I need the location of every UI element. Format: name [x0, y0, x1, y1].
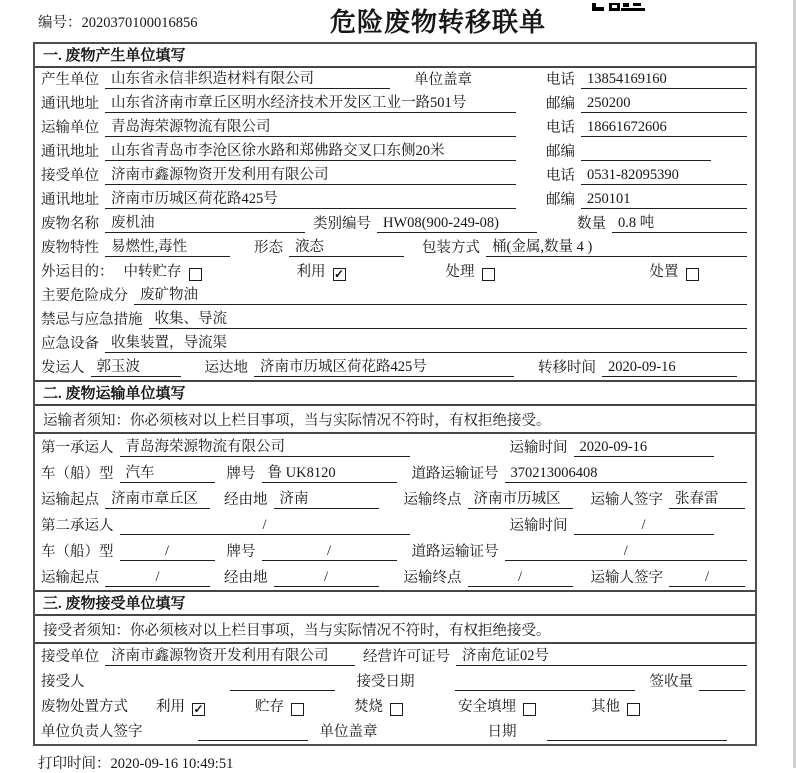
form-label: 形态 [254, 240, 283, 256]
section-transport-title: 二. 废物运输单位填写 [35, 382, 755, 406]
destination-label: 运达地 [204, 360, 248, 376]
hazard-label: 主要危险成分 [41, 288, 128, 304]
permit-label: 经营许可证号 [363, 649, 450, 665]
packing-value: 桶(金属,数量 4 ) [486, 236, 747, 257]
terminal-label: 运输终点 [403, 492, 462, 508]
row-transporter-unit [35, 116, 755, 140]
transport-time-label: 运输时间 [509, 518, 568, 534]
producer-label: 产生单位 [41, 72, 99, 88]
disposal-option-utilize: 利用 [156, 699, 185, 715]
purpose-option-dispose: 处置 [649, 264, 679, 280]
producer-zip-value: 250200 [581, 95, 747, 113]
row-receive-unit [35, 644, 755, 669]
plate-label: 牌号 [226, 466, 256, 482]
head-sign-label: 单位负责人签字 [41, 724, 143, 740]
transport-time-label: 运输时间 [509, 440, 568, 456]
section-producer-title: 一. 废物产生单位填写 [35, 44, 755, 68]
carrier2-label: 第二承运人 [41, 518, 114, 534]
producer-phone-value: 13854169160 [581, 71, 747, 89]
origin-label: 运输起点 [41, 570, 99, 586]
plate1-value: 鲁 UK8120 [262, 461, 397, 483]
emergency-label: 禁忌与应急措施 [41, 312, 143, 328]
row-transfer-purpose [35, 260, 755, 284]
recipient-label: 接受人 [41, 674, 85, 690]
receiver-address-value: 济南市历城区荷花路425号 [105, 188, 516, 209]
checkbox-disposal-store [291, 703, 304, 716]
purpose-label: 外运目的： [41, 264, 114, 280]
row-receiver-address [35, 188, 755, 212]
character-value: 易燃性,毒性 [105, 236, 230, 257]
row-producer-unit [35, 68, 755, 92]
disposal-option-other: 其他 [591, 699, 620, 715]
signer-label: 运输人签字 [590, 570, 663, 586]
category-value: HW08(900-249-08) [377, 215, 537, 233]
manifest-form [33, 42, 757, 746]
row-recipient [35, 669, 755, 694]
terminal1-value: 济南市历城区 [468, 487, 573, 509]
row-receiver-unit [35, 164, 755, 188]
print-time-label: 打印时间： [38, 756, 111, 772]
equipment-label: 应急设备 [41, 336, 99, 352]
disposal-option-landfill: 安全填埋 [458, 699, 516, 715]
checkbox-disposal-utilize: ✓ [193, 702, 204, 716]
transporter-phone-value: 18661672606 [581, 119, 747, 137]
phone-label: 电话 [546, 168, 575, 184]
origin1-value: 济南市章丘区 [105, 487, 210, 509]
sign-date-value [547, 723, 728, 741]
road-permit2-value: / [505, 543, 748, 561]
via-label: 经由地 [224, 570, 268, 586]
via2-value: / [274, 569, 379, 587]
doc-number-label: 编号： [38, 15, 82, 31]
checkbox-transfer-storage [189, 268, 202, 281]
received-qty-label: 签收量 [649, 674, 693, 690]
signer2-value: / [669, 569, 745, 587]
permit-value: 济南危证02号 [456, 644, 747, 666]
doc-number-value: 2020370100016856 [81, 15, 198, 31]
destination-value: 济南市历城区荷花路425号 [254, 356, 514, 377]
row-head-signature [35, 719, 755, 744]
transporter-zip-value [581, 143, 711, 161]
disposal-option-store: 贮存 [255, 699, 284, 715]
row-emergency-measures [35, 308, 755, 332]
via-label: 经由地 [224, 492, 268, 508]
category-label: 类别编号 [313, 216, 371, 232]
row-first-carrier [35, 434, 755, 460]
receive-date-value [455, 673, 635, 691]
receive-unit-value: 济南市鑫源物资开发利用有限公司 [105, 644, 355, 666]
plate-label: 牌号 [226, 544, 256, 560]
emergency-value: 收集、导流 [149, 308, 748, 329]
checkbox-disposal-other [627, 703, 640, 716]
recipient-value [230, 673, 335, 691]
form-value: 液态 [289, 236, 404, 257]
plate2-value: / [262, 543, 397, 561]
transporter-value: 青岛海荣源物流有限公司 [105, 116, 516, 137]
row-first-vehicle [35, 460, 755, 486]
producer-value: 山东省永信非织造材料有限公司 [105, 68, 390, 89]
signer-label: 运输人签字 [590, 492, 663, 508]
vehicle-label: 车（船）型 [41, 544, 114, 560]
address-label: 通讯地址 [41, 192, 99, 208]
carrier1-time-value: 2020-09-16 [574, 439, 714, 457]
origin-label: 运输起点 [41, 492, 99, 508]
row-second-route [35, 564, 755, 590]
purpose-option-transfer-storage: 中转贮存 [123, 264, 182, 280]
carrier1-value: 青岛海荣源物流有限公司 [120, 435, 410, 457]
consignor-label: 发运人 [41, 360, 85, 376]
waste-name-value: 废机油 [105, 212, 305, 233]
purpose-option-utilize: 利用 [296, 264, 326, 280]
road-permit-label: 道路运输证号 [411, 466, 499, 482]
row-transporter-address [35, 140, 755, 164]
checkbox-dispose [686, 268, 699, 281]
receiver-zip-value: 250101 [581, 191, 747, 209]
vehicle2-value: / [120, 543, 215, 561]
checkbox-disposal-landfill [523, 703, 536, 716]
quantity-value: 0.8 吨 [612, 212, 747, 233]
producer-address-value: 山东省济南市章丘区明水经济技术开发区工业一路501号 [105, 92, 516, 113]
purpose-option-treat: 处理 [445, 264, 475, 280]
section-receive-title: 三. 废物接受单位填写 [35, 592, 755, 616]
receiver-value: 济南市鑫源物资开发利用有限公司 [105, 164, 516, 185]
phone-label: 电话 [546, 120, 575, 136]
head-sign-value [198, 723, 308, 741]
road-permit1-value: 370213006408 [505, 465, 748, 483]
vehicle1-value: 汽车 [120, 461, 215, 483]
hazard-value: 废矿物油 [134, 284, 747, 305]
vehicle-label: 车（船）型 [41, 466, 114, 482]
terminal-label: 运输终点 [403, 570, 462, 586]
sign-date-label: 日期 [487, 724, 517, 740]
checkbox-disposal-incinerate [390, 703, 403, 716]
received-qty-value [699, 673, 745, 691]
road-permit-label: 道路运输证号 [411, 544, 499, 560]
equipment-value: 收集装置，导流渠 [105, 332, 747, 353]
row-producer-address [35, 92, 755, 116]
consignor-value: 郭玉波 [91, 356, 181, 377]
print-time-value: 2020-09-16 10:49:51 [110, 756, 234, 772]
zip-label: 邮编 [546, 144, 575, 160]
quantity-label: 数量 [577, 216, 606, 232]
row-consignor [35, 356, 755, 380]
signer1-value: 张春雷 [669, 487, 745, 509]
checkbox-utilize: ✓ [333, 267, 345, 281]
row-emergency-equipment [35, 332, 755, 356]
row-hazard-component [35, 284, 755, 308]
disposal-label: 废物处置方式 [41, 699, 128, 715]
row-waste-name [35, 212, 755, 236]
transfer-time-label: 转移时间 [538, 360, 596, 376]
terminal2-value: / [468, 569, 573, 587]
checkbox-treat [482, 268, 495, 281]
packing-label: 包装方式 [422, 240, 480, 256]
print-time [38, 752, 233, 773]
transporter-address-value: 山东省青岛市李沧区徐水路和郑佛路交叉口东侧20米 [105, 140, 516, 161]
receive-notice: 接受者须知：你必须核对以上栏目事项，当与实际情况不符时，有权拒绝接受。 [35, 616, 755, 644]
transporter-label: 运输单位 [41, 120, 99, 136]
row-waste-character [35, 236, 755, 260]
receive-unit-label: 接受单位 [41, 649, 99, 665]
address-label: 通讯地址 [41, 96, 99, 112]
qr-code-icon [592, 0, 648, 17]
row-second-vehicle [35, 538, 755, 564]
receive-seal-label: 单位盖章 [319, 724, 378, 740]
seal-label: 单位盖章 [414, 72, 472, 88]
transport-notice: 运输者须知：你必须核对以上栏目事项，当与实际情况不符时，有权拒绝接受。 [35, 406, 755, 434]
carrier2-time-value: / [574, 517, 714, 535]
address-label: 通讯地址 [41, 144, 99, 160]
character-label: 废物特性 [41, 240, 99, 256]
doc-title: 危险废物转移联单 [329, 8, 546, 37]
waste-name-label: 废物名称 [41, 216, 99, 232]
via1-value: 济南 [274, 487, 379, 509]
receive-date-label: 接受日期 [356, 674, 415, 690]
row-disposal-method [35, 694, 755, 719]
origin2-value: / [105, 569, 210, 587]
transfer-time-value: 2020-09-16 [602, 359, 737, 377]
phone-label: 电话 [546, 72, 575, 88]
zip-label: 邮编 [546, 192, 575, 208]
receiver-phone-value: 0531-82095390 [581, 167, 747, 185]
receiver-label: 接受单位 [41, 168, 99, 184]
row-second-carrier [35, 512, 755, 538]
disposal-option-incinerate: 焚烧 [354, 699, 383, 715]
row-first-route [35, 486, 755, 512]
carrier2-value: / [120, 517, 410, 535]
zip-label: 邮编 [546, 96, 575, 112]
carrier1-label: 第一承运人 [41, 440, 114, 456]
